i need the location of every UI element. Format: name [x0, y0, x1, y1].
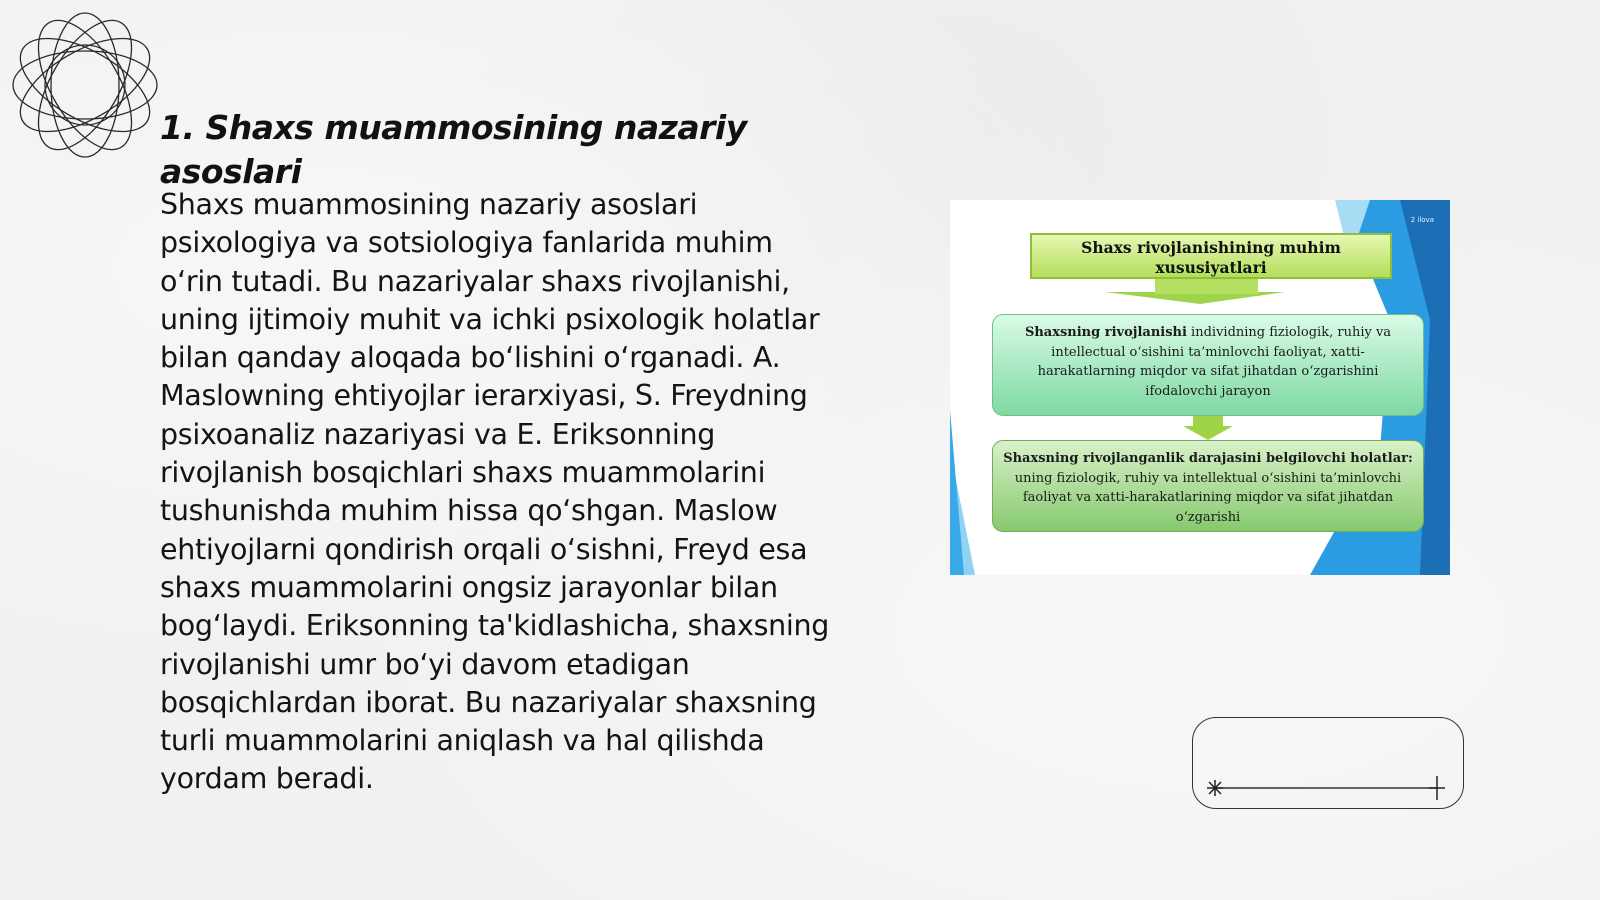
- slide-title: 1. Shaxs muammosining nazariy asoslari: [160, 108, 747, 191]
- box-bold-term: Shaxsning rivojlanishi: [1024, 325, 1187, 340]
- decorative-line: [1193, 718, 1465, 810]
- box-description: individning fiziologik, ruhiy va intellectual o‘sishini ta’minlovchi faoliyat, xatti-harakatlarning miqdor va sifat jihatdan o‘zgarishini ifodalovchi jarayon: [1037, 325, 1392, 399]
- box-description: uning fiziologik, ruhiy va intellektual o‘sishini ta’minlovchi faoliyat va xatti-harakatlarining miqdor va sifat jihatdan o‘zgarishi: [1014, 470, 1402, 525]
- development-diagram: [950, 200, 1450, 575]
- box-bold-term: Shaxsning rivojlanganlik darajasini belgilovchi holatlar:: [1003, 451, 1413, 466]
- diagram-box-development-level: [992, 440, 1424, 532]
- sparkle-star-icon: [1207, 780, 1223, 796]
- diagram-box-development: [992, 314, 1424, 416]
- slide-body-text: Shaxs muammosining nazariy asoslari psixologiya va sotsiologiya fanlarida muhim o‘rin tutadi. Bu nazariyalar shaxs rivojlanishi, uning ijtimoiy muhit va ichki psixologik holatlar bilan qanday aloqada bo‘lishini o‘rganadi. A. Maslowning ehtiyojlar ierarxiyasi, S. Freydning psixoanaliz nazariyasi va E. Eriksonning rivojlanish bosqichlari shaxs muammolarini tushunishda muhim hissa qo‘shgan. Maslow ehtiyojlarni qondirish orqali o‘sishni, Freyd esa shaxs muammolarini ongsiz jarayonlar bilan bog‘laydi. Eriksonning ta'kidlashicha, shaxsning rivojlanishi umr bo‘yi davom etadigan bosqichlardan iborat. Bu nazariyalar shaxsning turli muammolarini aniqlash va hal qilishda yordam beradi.: [160, 188, 830, 796]
- diagram-header: Shaxs rivojlanishining muhim xususiyatlari: [1030, 233, 1392, 279]
- cross-star-icon: [1429, 776, 1445, 800]
- diagram-corner-label: 2 ilova: [1410, 216, 1434, 224]
- decorative-frame: [1192, 717, 1464, 809]
- geometric-ornament-icon: [10, 10, 160, 160]
